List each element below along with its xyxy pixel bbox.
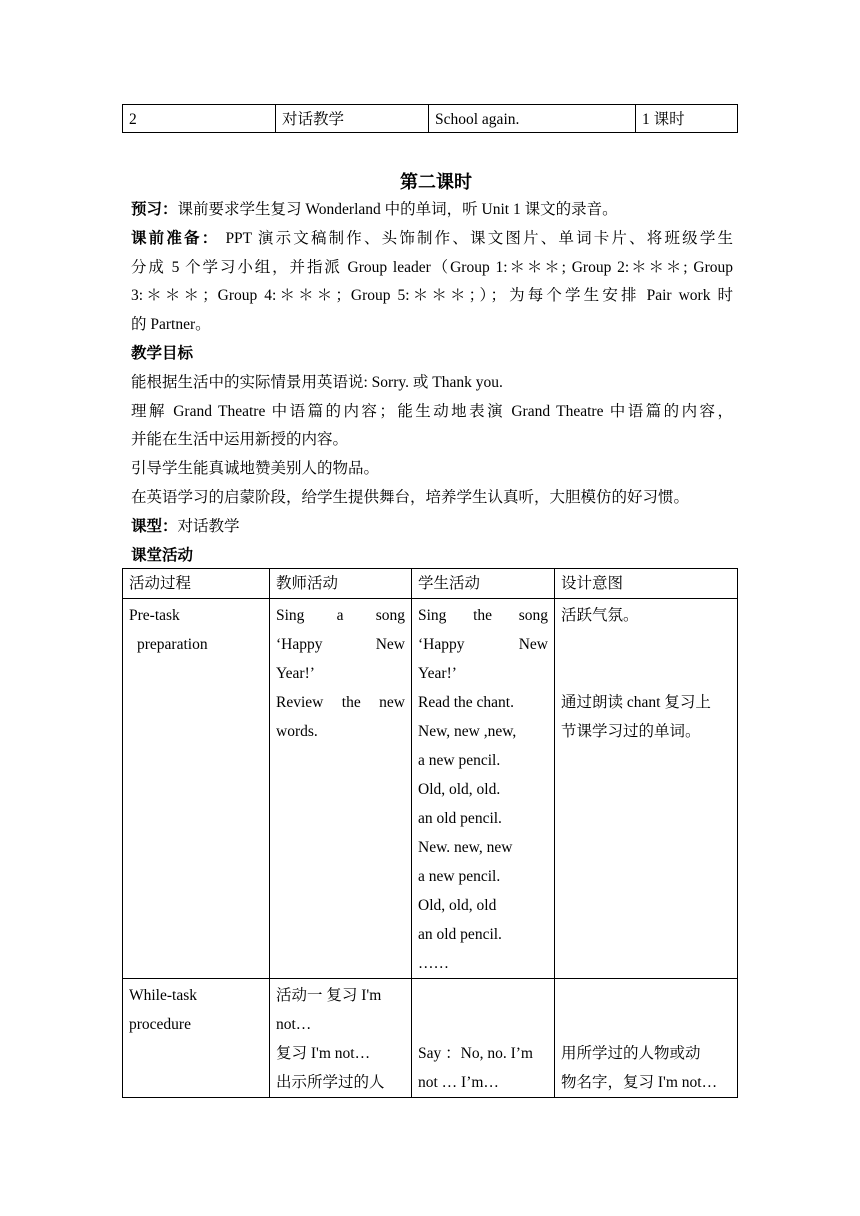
word: Sing: [276, 607, 305, 624]
teacher-text: 活动一 复习 I'm: [276, 987, 382, 1004]
word: Review: [276, 694, 324, 711]
objective-item: 在英语学习的启蒙阶段，给学生提供舞台，培养学生认真听，大胆模仿的好习惯。: [131, 488, 690, 506]
student-text: a new pencil.: [418, 752, 501, 769]
teacher-cell: [270, 599, 412, 979]
word: the: [341, 694, 361, 711]
page-title: 第二课时: [400, 172, 472, 192]
student-text: Year!’: [418, 665, 457, 682]
purpose-text: 物名字，复习 I'm not…: [561, 1074, 718, 1091]
spacer: [418, 1010, 548, 1039]
word: Sing: [418, 607, 447, 624]
purpose-text: 节课学习过的单词。: [561, 723, 701, 740]
lesson-type-cell: 对话教学: [276, 105, 429, 133]
preparation-line-3: 3:＊＊＊；Group 4:＊＊＊；Group 5:＊＊＊；）；为每个学生安排 Pair work 时: [131, 287, 733, 305]
student-text: ……: [418, 955, 449, 972]
student-text: an old pencil.: [418, 810, 502, 827]
student-text: Say ：No, no. I’m: [418, 1045, 533, 1062]
header-purpose: 设计意图: [555, 569, 738, 599]
word: new: [379, 694, 405, 711]
spacer: [561, 630, 731, 659]
spacer: [561, 659, 731, 688]
stage-text: procedure: [129, 1016, 191, 1033]
preview-line: [131, 196, 733, 225]
table-header-row: [123, 569, 738, 599]
lesson-plan-body: [131, 168, 733, 570]
purpose-text: 通过朗读 chant 复习上: [561, 694, 711, 711]
student-cell: [412, 599, 555, 979]
spacer: [561, 981, 731, 1010]
teacher-text: not…: [276, 1016, 312, 1033]
spacer: [418, 981, 548, 1010]
purpose-cell: [555, 979, 738, 1098]
spacer: [561, 1010, 731, 1039]
student-text: [418, 630, 548, 659]
preparation-line-4: 的 Partner。: [131, 316, 211, 334]
teacher-text: [276, 601, 405, 630]
preview-label: 预习：: [131, 201, 178, 218]
word: song: [518, 607, 549, 624]
lesson-hours-cell: 1 课时: [636, 105, 738, 133]
header-teacher: 教师活动: [270, 569, 412, 599]
student-cell: [412, 979, 555, 1098]
objective-item: 能根据生活中的实际情景用英语说: Sorry. 或 Thank you.: [131, 373, 503, 391]
teacher-text: 复习 I'm not…: [276, 1045, 371, 1062]
student-text: not … I’m…: [418, 1074, 499, 1091]
table-row: [123, 979, 738, 1098]
word: the: [473, 607, 493, 624]
student-text: [418, 601, 548, 630]
student-text: Read the chant.: [418, 694, 514, 711]
lesson-title-cell: School again.: [429, 105, 636, 133]
lesson-type-label: 课型：: [131, 517, 178, 535]
objectives-heading: 教学目标: [131, 344, 194, 362]
activities-heading: 课堂活动: [131, 546, 194, 564]
preparation-line-1: [131, 225, 733, 254]
header-stage: 活动过程: [123, 569, 270, 599]
purpose-text: 用所学过的人物或动: [561, 1045, 701, 1062]
word: ‘Happy: [276, 636, 323, 653]
purpose-text: 活跃气氛。: [561, 607, 639, 624]
objective-item: 引导学生能真诚地赞美别人的物品。: [131, 460, 380, 478]
objective-item: 理解 Grand Theatre 中语篇的内容；能生动地表演 Grand Theatre 中语篇的内容，: [131, 402, 733, 420]
teacher-text: words.: [276, 723, 318, 740]
teacher-text: 出示所学过的人: [276, 1074, 385, 1091]
student-text: a new pencil.: [418, 868, 501, 885]
preview-text: 课前要求学生复习 Wonderland 中的单词，听 Unit 1 课文的录音。: [177, 201, 618, 218]
word: ‘Happy: [418, 636, 465, 653]
table-row: [123, 105, 738, 133]
stage-cell: [123, 979, 270, 1098]
student-text: New, new ,new,: [418, 723, 517, 740]
stage-text: While-task: [129, 987, 198, 1004]
stage-text: preparation: [137, 636, 208, 653]
word: song: [375, 607, 405, 624]
lesson-type-line: [131, 513, 733, 542]
table-row: [123, 599, 738, 979]
word: New: [375, 636, 405, 653]
student-text: Old, old, old.: [418, 781, 501, 798]
lesson-type-value: 对话教学: [177, 517, 240, 535]
word: a: [336, 607, 344, 624]
preparation-label: 课前准备：: [131, 229, 220, 247]
lesson-number-cell: 2: [123, 105, 276, 133]
classroom-activities-table: [122, 568, 738, 1098]
teacher-text: [276, 688, 405, 717]
teacher-cell: [270, 979, 412, 1098]
objective-item: 并能在生活中运用新授的内容。: [131, 431, 349, 449]
lesson-overview-table: [122, 104, 738, 133]
teacher-text: [276, 630, 405, 659]
stage-cell: [123, 599, 270, 979]
teacher-text: Year!’: [276, 665, 315, 682]
preparation-text-1: PPT 演示文稿制作、头饰制作、课文图片、单词卡片、将班级学生: [219, 229, 733, 247]
preparation-line-2: 分成 5 个学习小组，并指派 Group leader（Group 1:＊＊＊; Group 2:＊＊＊; Group: [131, 258, 733, 276]
stage-text: Pre-task: [129, 607, 180, 624]
student-text: Old, old, old: [418, 897, 497, 914]
student-text: New. new, new: [418, 839, 513, 856]
header-student: 学生活动: [412, 569, 555, 599]
word: New: [518, 636, 548, 653]
student-text: an old pencil.: [418, 926, 502, 943]
purpose-cell: [555, 599, 738, 979]
